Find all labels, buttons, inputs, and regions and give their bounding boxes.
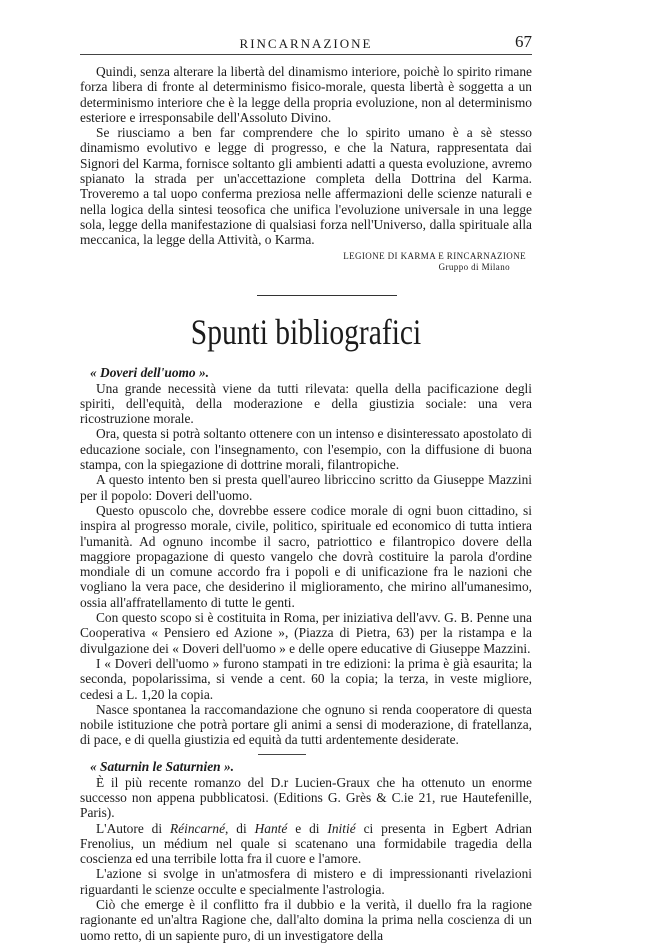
review-2-paragraph-1: È il più recente romanzo del D.r Lucien-Graux che ha ottenuto un enorme successo non appena pubblicatosi. (Editions G. Grès & C.ie 21, rue Hautefenille, Paris).	[80, 774, 532, 821]
signature	[80, 251, 532, 273]
intro-paragraph-1: Quindi, senza alterare la libertà del dinamismo interiore, poichè lo spirito rimane forza libera di fronte al determinismo fisico-morale, questa libertà è soggetta a un determinismo interiore che è la legge della propria evoluzione, non al determinismo esteriore e irresponsabile dell'Assoluto Divino.	[80, 64, 532, 125]
review-2-paragraph-2	[80, 821, 532, 867]
review-1-paragraph-7: Nasce spontanea la raccomandazione che ognuno si renda cooperatore di questa nobile istituzione che potrà portare gli animi a sensi di moderazione, di fratellanza, di pace, e di quella giustizia ed equità da tutti ardentemente desiderate.	[80, 701, 532, 748]
review-1-paragraph-2: Ora, questa si potrà soltanto ottenere con un intenso e disinteressato apostolato di educazione sociale, con l'insegnamento, con l'esempio, con la diffusione di buona stampa, con la spiegazione di dottrine morali, filantropiche.	[80, 426, 532, 473]
review-2-text-a: L'Autore di	[96, 820, 170, 836]
book-title-initie: Initié	[327, 820, 356, 836]
review-1-paragraph-3: A questo intento ben si presta quell'aureo libriccino scritto da Giuseppe Mazzini per il popolo: Doveri dell'uomo.	[80, 472, 532, 503]
text-column	[80, 64, 532, 943]
review-1-paragraph-6: I « Doveri dell'uomo » furono stampati in tre edizioni: la prima è già esaurita; la seconda, popolarissima, si vende a cent. 60 la copia; la terza, in veste migliore, cedesi a L. 1,20 la copia.	[80, 655, 532, 702]
running-title: RINCARNAZIONE	[239, 36, 373, 51]
review-2-paragraph-3: L'azione si svolge in un'atmosfera di mistero e di impressionanti rivelazioni riguardanti le scienze occulte e specialmente l'astrologia.	[80, 866, 532, 897]
page-number: 67	[515, 32, 532, 51]
review-2-paragraph-4: Ciò che emerge è il conflitto fra il dubbio e la verità, il duello fra la ragione ragionante ed un'altra Ragione che, dall'alto domina la prima nella coscienza di un uomo retto, di un sapiente puro, di un investigatore della	[80, 897, 532, 943]
intro-paragraph-2: Se riusciamo a ben far comprendere che lo spirito umano è a sè stesso dinamismo evolutivo e legge di progresso, e che la Natura, rappresentata dai Signori del Karma, fornisce soltanto gli ambienti adatti a questa evoluzione, avremo spianato la strada per un'accettazione completa della Dottrina del Karma. Troveremo a tal uopo conferma preziosa nelle affermazioni delle scienze naturali e nella logica della sintesi teosofica che unifica l'evoluzione universale in una legge sola, legge della manifestazione di qualsiasi forza nell'Universo, dalla spirituale alla meccanica, la legge della Attività, o Karma.	[80, 125, 532, 248]
book-title-reincarne: Réincarné	[170, 820, 226, 836]
review-1-paragraph-4: Questo opuscolo che, dovrebbe essere codice morale di ogni buon cittadino, si inspira al progresso morale, civile, politico, spirituale ed economico di tutta intiera l'umanità. Ad ognuno incombe il sacro, patriottico e filantropico dovere della maggiore propagazione di questo vangelo che dovrà costituire la parola d'ordine mondiale di un comune accordo fra i popoli e di unificazione fra le nazioni che vogliano la vera pace, che desiderino il miglioramento, che mirino all'umanesimo, ossia all'affratellamento di tutte le genti.	[80, 502, 532, 610]
section-divider	[257, 295, 397, 296]
review-2-text-b: , di	[225, 820, 255, 836]
review-2-title: « Saturnin le Saturnien ».	[90, 758, 235, 774]
review-separator	[258, 754, 306, 755]
book-title-hante: Hanté	[254, 820, 288, 836]
signature-line-2: Gruppo di Milano	[438, 261, 510, 272]
review-1-paragraph-1: Una grande necessità viene da tutti rilevata: quella della pacificazione degli spiriti, dell'equità, della moderazione e della giustizia sociale: una vera ricostruzione morale.	[80, 380, 532, 427]
review-1-title: « Doveri dell'uomo ».	[90, 364, 210, 380]
running-header	[80, 32, 532, 55]
review-1-paragraph-5: Con questo scopo si è costituita in Roma, per iniziativa dell'avv. G. B. Penne una Cooperativa « Pensiero ed Azione », (Piazza di Pietra, 63) per la ristampa e la divulgazione dei « Doveri dell'uomo » e delle opere educative di Giuseppe Mazzini.	[80, 610, 532, 656]
section-title: Spunti bibliografici	[190, 311, 422, 352]
signature-line-1: LEGIONE DI KARMA E RINCARNAZIONE	[343, 250, 526, 261]
review-2-text-d: ci presenta in Egbert Adrian Frenolius, un médium nel quale si scatenano una formidabile tragedia della coscienza ed una terribile lotta fra il cuore e l'amore.	[80, 820, 532, 867]
review-2-text-c: e di	[287, 820, 328, 836]
